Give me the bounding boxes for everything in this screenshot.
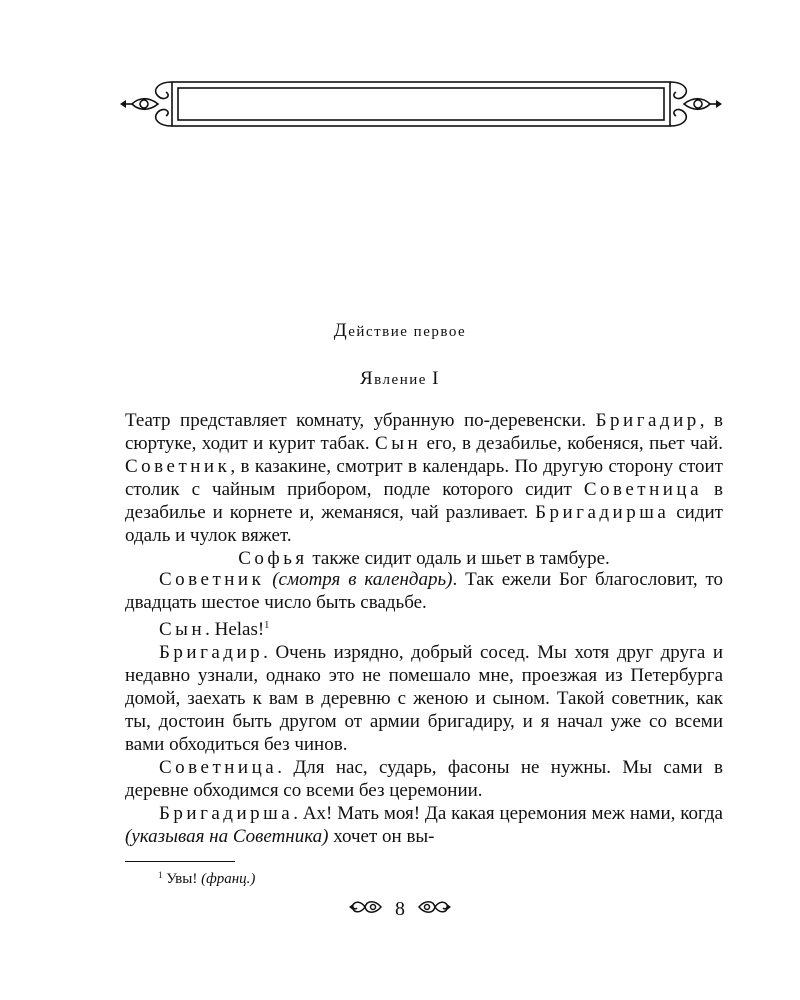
character-name: Сын bbox=[375, 433, 422, 454]
dialogue-line bbox=[125, 802, 723, 848]
dialogue bbox=[125, 568, 723, 848]
page-footer bbox=[0, 898, 800, 928]
stage-text: в дезабилье и корнете и, жеманяся, чай разливает. bbox=[125, 479, 723, 523]
stage-remark: (смотря в календарь) bbox=[272, 569, 453, 590]
dialogue-line bbox=[125, 614, 723, 641]
ornamental-frame-icon bbox=[118, 76, 724, 132]
stage-text: , в казакине, смотрит в календарь. По другую сторону стоит столик с чайным прибором, подле которого сидит bbox=[125, 456, 723, 500]
act-title-initial: Д bbox=[333, 320, 349, 341]
footnote bbox=[158, 866, 255, 888]
dialogue-text: . Для нас, сударь, фасоны не нужны. Мы сами в деревне обходимся со всеми без церемонии. bbox=[125, 757, 723, 801]
speaker-name: Сын bbox=[159, 619, 206, 640]
footnote-language-note: (франц.) bbox=[201, 871, 256, 887]
speaker-name: Бригадир bbox=[159, 642, 264, 663]
scene-title-initial: Я bbox=[359, 368, 375, 389]
stage-text: Театр представляет комнату, убранную по-деревенски. bbox=[125, 410, 596, 431]
stage-remark: (указывая на Советника) bbox=[125, 826, 329, 847]
character-name: Бригадирша bbox=[535, 502, 670, 523]
stage-direction-last-line bbox=[125, 547, 723, 570]
scene-title bbox=[0, 368, 800, 390]
stage-text: его, в дезабилье, кобеняся, пьет чай. bbox=[421, 433, 723, 454]
dialogue-line bbox=[125, 641, 723, 756]
speaker-name: Советник bbox=[159, 569, 265, 590]
stage-text: также сидит одаль и шьет в тамбуре. bbox=[307, 548, 610, 569]
fleuron-right-icon bbox=[417, 898, 451, 921]
character-name: Советница bbox=[583, 479, 703, 500]
speaker-name: Советница bbox=[159, 757, 278, 778]
dialogue-text: . Ах! Мать моя! Да какая церемония меж нами, когда bbox=[293, 803, 723, 824]
footnote-reference: 1 bbox=[264, 620, 270, 631]
scene-title-rest: вление bbox=[374, 372, 433, 388]
dialogue-text: . Helas! bbox=[205, 619, 265, 640]
page-number: 8 bbox=[395, 898, 405, 920]
footnote-divider bbox=[125, 861, 235, 862]
header-ornamental-frame bbox=[118, 76, 724, 132]
stage-direction bbox=[125, 409, 723, 570]
speaker-name: Бригадирша bbox=[159, 803, 294, 824]
footnote-mark: 1 bbox=[158, 870, 163, 880]
stage-direction-text bbox=[125, 409, 723, 547]
character-name: Бригадир bbox=[595, 410, 700, 431]
stage-text: сидит одаль и чулок вяжет. bbox=[125, 502, 723, 546]
character-name: Софья bbox=[238, 548, 308, 569]
dialogue-text: . Так ежели Бог благословит, то двадцать шестое число быть свадьбе. bbox=[125, 569, 724, 613]
dialogue-line bbox=[125, 568, 723, 614]
fleuron-left-icon bbox=[349, 898, 383, 921]
dialogue-text: . Очень изрядно, добрый сосед. Мы хотя друг друга и недавно узнали, однако это не помешало мне, проезжая из Петербурга домой, заехать к вам в деревню с женою и сыном. Такой советник, как ты, достоин быть другом от армии бригадиру, и я начал уже со всеми вами обходиться без чинов. bbox=[125, 642, 723, 755]
footnote-text: Увы! bbox=[166, 871, 202, 887]
act-title bbox=[0, 320, 800, 342]
character-name: Советник bbox=[125, 456, 231, 477]
scene-number: I bbox=[432, 368, 440, 389]
stage-text: , в сюртуке, ходит и курит табак. bbox=[125, 410, 723, 454]
act-title-rest: ействие первое bbox=[348, 324, 467, 340]
dialogue-text: хочет он вы- bbox=[328, 826, 435, 847]
dialogue-line bbox=[125, 756, 723, 802]
